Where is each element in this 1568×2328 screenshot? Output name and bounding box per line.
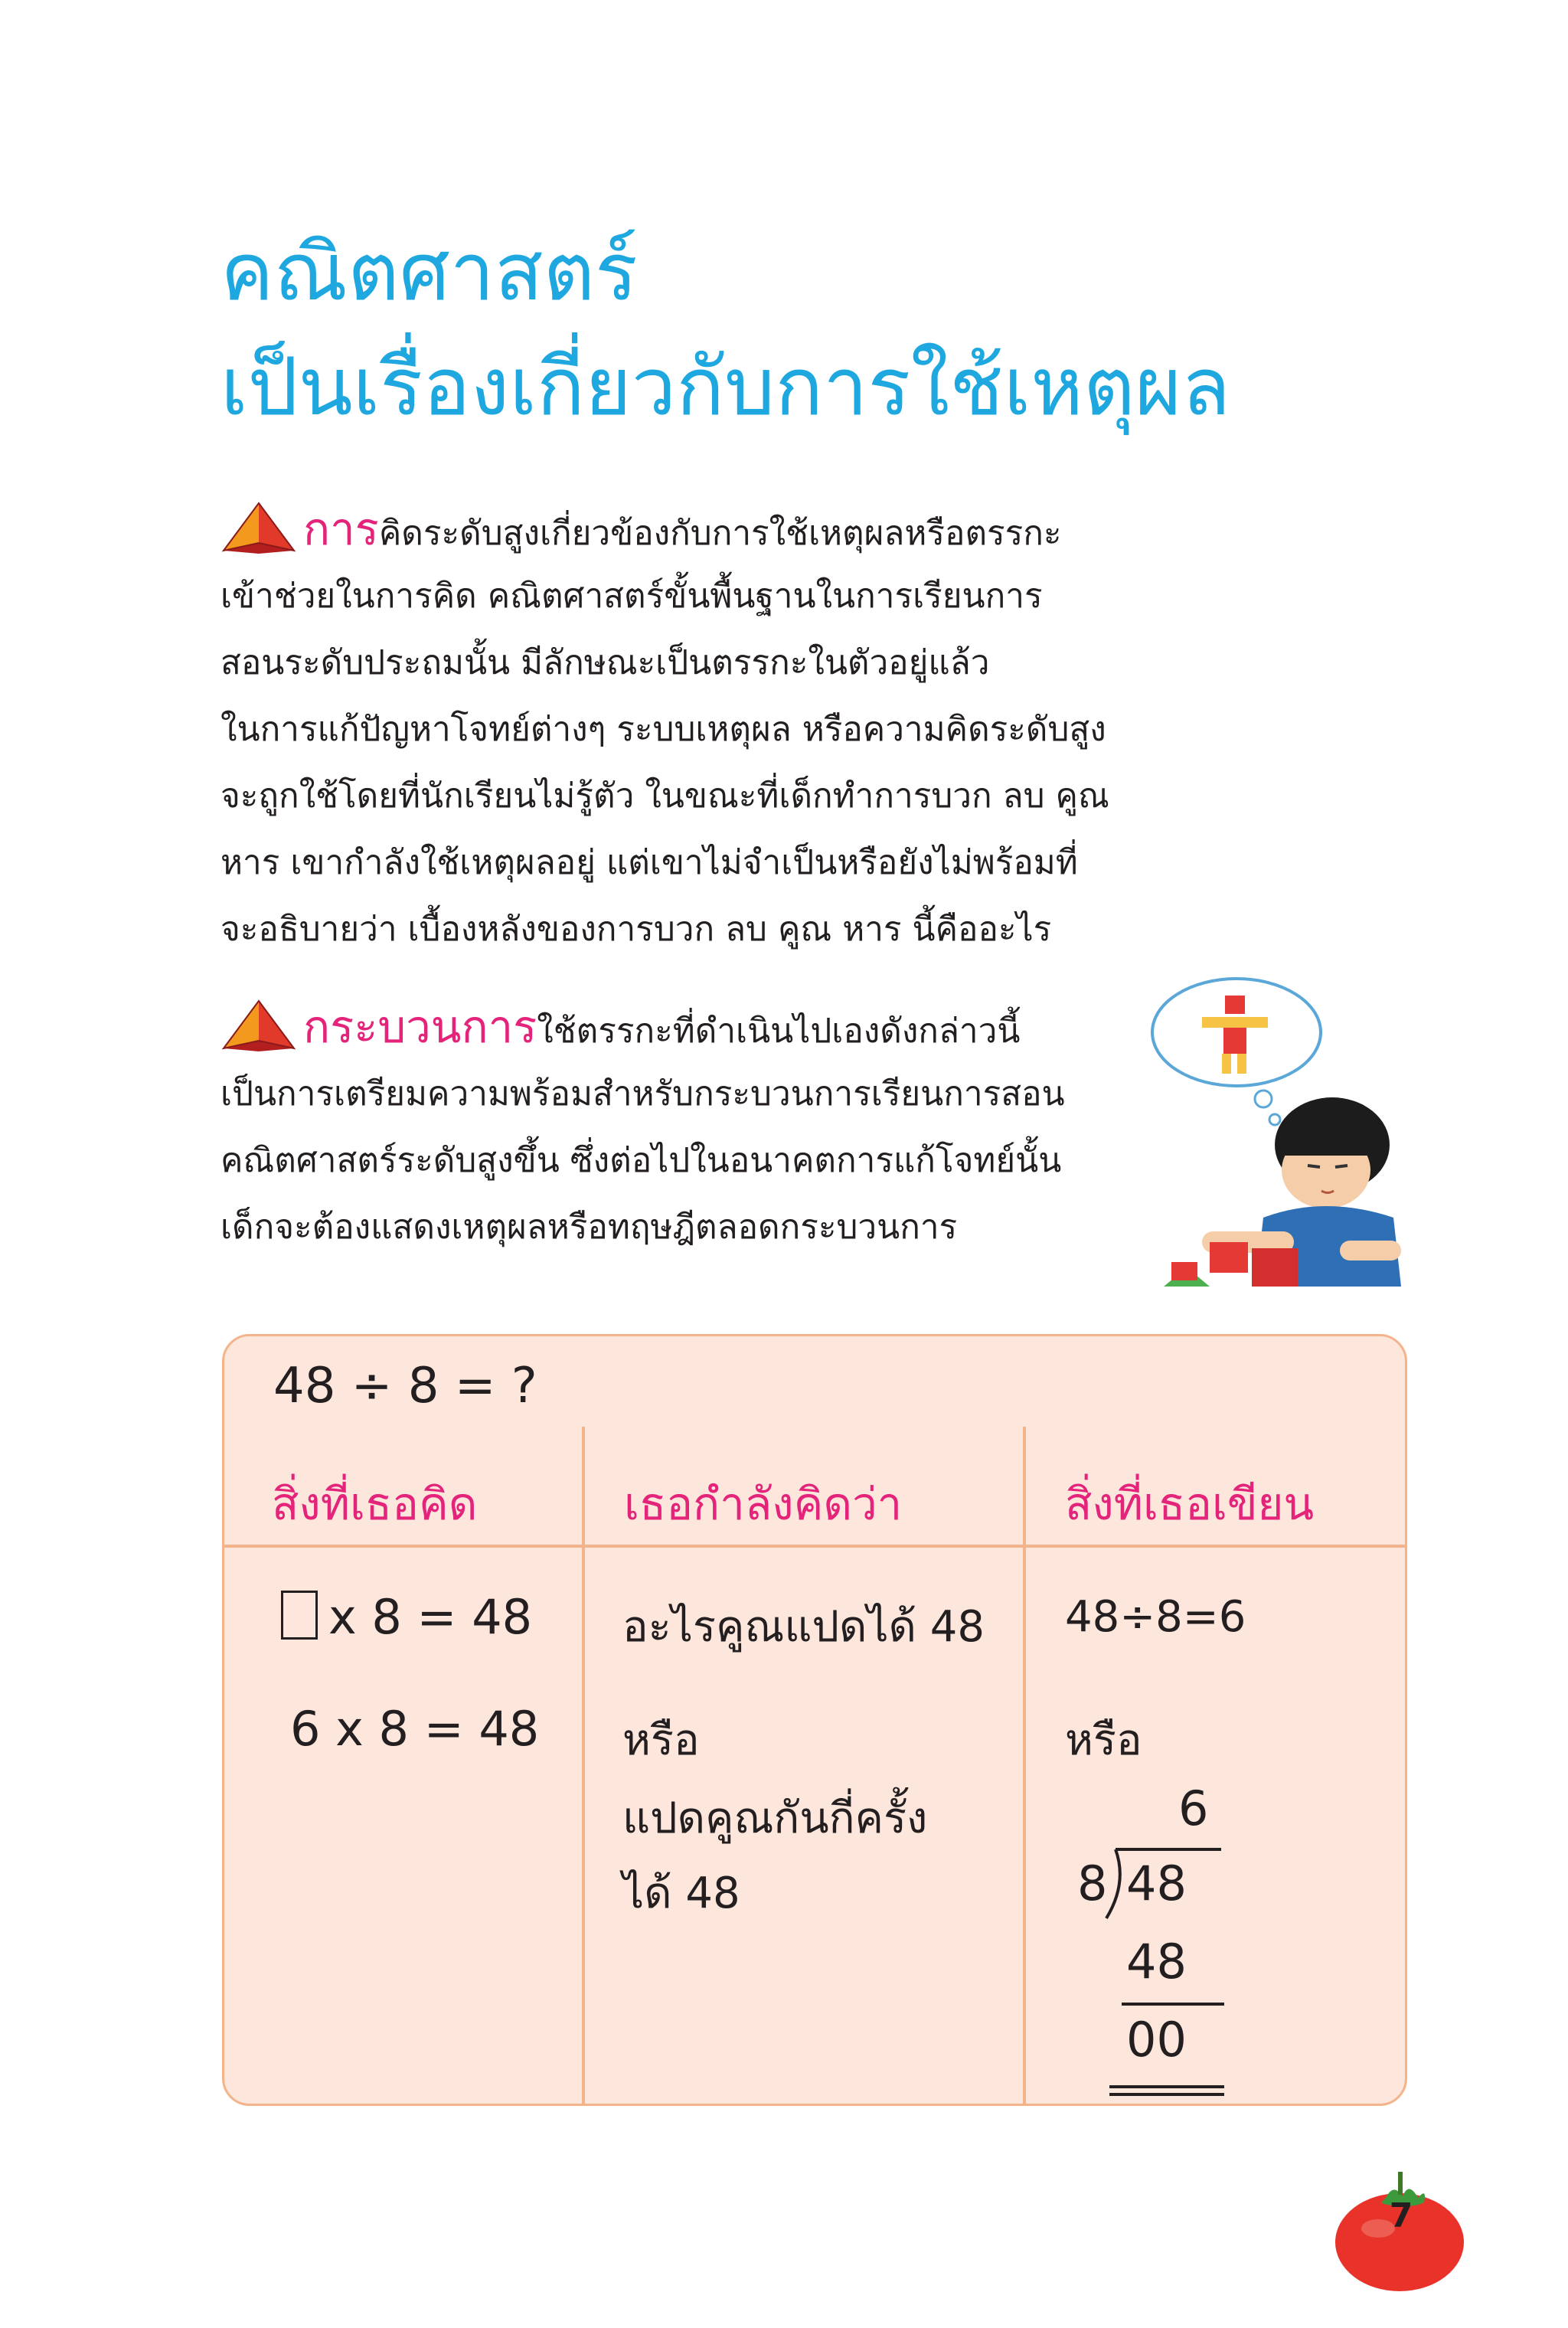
paragraph-1-line: สอนระดับประถมนั้น มีลักษณะเป็นตรรกะในตัวอยู่แล้ว [220, 643, 990, 682]
page-number: 7 [1389, 2196, 1413, 2235]
think-row-1-text: x 8 = 48 [328, 1589, 533, 1645]
column-divider [582, 1427, 585, 2105]
page-title [220, 214, 1230, 444]
product: 48 [1126, 1934, 1187, 1990]
paragraph-2-line: เป็นการเตรียมความพร้อมสำหรับกระบวนการเรียนการสอน [220, 1074, 1065, 1113]
unknown-box [281, 1591, 318, 1640]
final-line [1109, 2093, 1224, 2096]
thinking-row-1: อะไรคูณแปดได้ 48 [622, 1602, 985, 1652]
paragraph-1-first-line [220, 496, 1185, 563]
dividend: 48 [1126, 1856, 1187, 1911]
column-header-write: สิ่งที่เธอเขียน [1065, 1478, 1315, 1530]
quotient: 6 [1178, 1780, 1209, 1836]
child-thinking-illustration [1148, 973, 1409, 1294]
subtraction-line [1122, 2003, 1224, 2006]
column-header-thinking: เธอกำลังคิดว่า [624, 1478, 903, 1530]
paragraph-1-line: หาร เขากำลังใช้เหตุผลอยู่ แต่เขาไม่จำเป็นหรือยังไม่พร้อมที่ [220, 843, 1078, 882]
long-division [1067, 1780, 1235, 2087]
paragraph-2-line: เด็กจะต้องแสดงเหตุผลหรือทฤษฎีตลอดกระบวนการ [220, 1208, 958, 1247]
remainder: 00 [1126, 2012, 1187, 2068]
title-line-2: เป็นเรื่องเกี่ยวกับการใช้เหตุผล [220, 340, 1231, 433]
paragraph-2 [220, 994, 1139, 1260]
title-line-1: คณิตศาสตร์ [220, 225, 638, 319]
column-header-think: สิ่งที่เธอคิด [272, 1478, 478, 1530]
paragraph-2-first-line [220, 994, 1139, 1061]
paragraph-1-line: เข้าช่วยในการคิด คณิตศาสตร์ขั้นพื้นฐานในการเรียนการ [220, 577, 1043, 616]
pyramid-icon [220, 500, 297, 555]
paragraph-1 [220, 496, 1185, 963]
thinking-row-3: แปดคูณกันกี่ครั้ง [622, 1793, 928, 1843]
divisor: 8 [1077, 1856, 1108, 1911]
paragraph-2-lead: กระบวนการ [303, 1001, 537, 1053]
worked-example-panel [222, 1334, 1407, 2106]
paragraph-1-line: จะอธิบายว่า เบื้องหลังของการบวก ลบ คูณ หาร นี้คืออะไร [220, 910, 1052, 949]
thinking-row-2: หรือ [622, 1715, 700, 1765]
paragraph-1-line: ในการแก้ปัญหาโจทย์ต่างๆ ระบบเหตุผล หรือความคิดระดับสูง [220, 710, 1106, 749]
division-equation: 48 ÷ 8 = ? [273, 1358, 537, 1414]
write-row-1: 48÷8=6 [1065, 1592, 1246, 1642]
header-divider [224, 1545, 1405, 1548]
paragraph-1-lead: การ [303, 503, 379, 555]
column-divider [1023, 1427, 1026, 2105]
write-row-2: หรือ [1065, 1715, 1142, 1765]
think-row-2: 6 x 8 = 48 [290, 1701, 540, 1757]
paragraph-1-first-text: คิดระดับสูงเกี่ยวข้องกับการใช้เหตุผลหรือตรรกะ [378, 514, 1062, 553]
think-row-1 [281, 1589, 532, 1645]
paragraph-1-line: จะถูกใช้โดยที่นักเรียนไม่รู้ตัว ในขณะที่เด็กทำการบวก ลบ คูณ [220, 777, 1109, 816]
final-line [1109, 2085, 1224, 2088]
pyramid-icon [220, 998, 297, 1053]
paragraph-2-first-text: ใช้ตรรกะที่ดำเนินไปเองดังกล่าวนี้ [537, 1012, 1021, 1051]
thinking-row-4: ได้ 48 [622, 1869, 740, 1918]
paragraph-2-line: คณิตศาสตร์ระดับสูงขึ้น ซึ่งต่อไปในอนาคตการแก้โจทย์นั้น [220, 1141, 1062, 1180]
